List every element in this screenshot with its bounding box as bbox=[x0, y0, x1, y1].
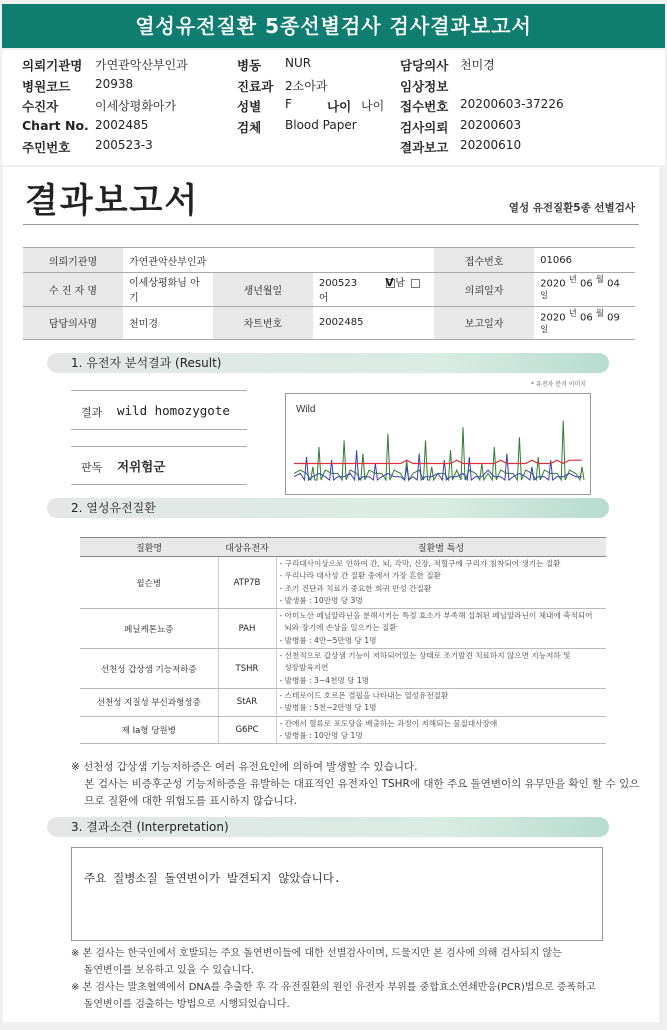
label-chart-no: Chart No. bbox=[22, 118, 89, 133]
value-chart-no: 2002485 bbox=[95, 118, 149, 132]
label-sex: 성별 bbox=[237, 99, 262, 114]
feature-line: 뇌와 장기에 손상을 일으키는 질환 bbox=[279, 623, 397, 633]
judgement-label: 판독 bbox=[81, 461, 103, 474]
value-request-date: 20200603 bbox=[460, 118, 522, 132]
female-label: 어 bbox=[318, 293, 329, 305]
report-sheet bbox=[3, 167, 659, 1022]
feature-line: - 스테로이드 호르몬 결핍을 나타내는 열성유전질환 bbox=[279, 690, 449, 700]
feature-line: - 간에서 혈류로 포도당을 배출하는 과정이 저해되는 물질대사장애 bbox=[279, 718, 498, 728]
value-sex: F bbox=[285, 97, 292, 111]
institution-label: 의뢰기관명 bbox=[23, 248, 123, 273]
institution-value: 가연관악산부인과 bbox=[123, 248, 434, 273]
feature-line: - 아미노산 페닐알라닌을 분해시키는 특정 효소가 부족해 섭취된 페닐알라닌이 체내에 축적되어 bbox=[279, 611, 593, 621]
patient-table bbox=[23, 247, 635, 340]
report-day: 09 bbox=[607, 311, 620, 323]
label-department: 진료과 bbox=[237, 79, 274, 94]
disease-features bbox=[276, 716, 606, 744]
name-label: 수 진 자 명 bbox=[23, 273, 123, 307]
male-check-mark: V bbox=[385, 276, 394, 290]
title-divider bbox=[23, 224, 639, 225]
report-date-label: 보고일자 bbox=[434, 306, 534, 340]
label-age: 나이 bbox=[327, 99, 352, 114]
value-department: 2소아과 bbox=[285, 79, 328, 93]
request-day: 04 bbox=[607, 278, 620, 290]
value-report-date: 20200610 bbox=[460, 138, 522, 152]
feature-line: - 조기 진단과 치료가 중요한 희귀 만성 간질환 bbox=[279, 583, 432, 593]
feature-line: - 발병률 : 5천~2만명 당 1명 bbox=[279, 703, 377, 713]
value-receipt-no: 20200603-37226 bbox=[460, 97, 564, 111]
label-request-date: 검사의뢰 bbox=[400, 120, 449, 135]
label-doctor: 담당의사 bbox=[400, 58, 449, 73]
section3-header: 3. 결과소견 (Interpretation) bbox=[47, 817, 609, 837]
disease-features bbox=[276, 557, 606, 609]
unit-year: 년 bbox=[568, 274, 577, 284]
unit-year: 년 bbox=[568, 307, 577, 318]
unit-month: 월 bbox=[595, 274, 604, 284]
label-receipt-no: 접수번호 bbox=[400, 99, 449, 114]
male-label: 남 bbox=[395, 278, 405, 290]
value-institution: 가연관악산부인과 bbox=[95, 58, 188, 72]
target-gene: G6PC bbox=[218, 716, 276, 744]
feature-line: - 구리대사이상으로 인하여 간, 뇌, 각막, 신장, 적혈구에 구리가 침착되어 생기는 질환 bbox=[279, 559, 561, 568]
disease-name: 윌슨병 bbox=[80, 557, 218, 609]
section3-notes bbox=[71, 945, 596, 1013]
section1-header: 1. 유전자 분석결과 (Result) bbox=[47, 353, 609, 373]
label-report-date: 결과보고 bbox=[400, 140, 449, 155]
report-year: 2020 bbox=[540, 311, 566, 323]
disease-features bbox=[276, 688, 606, 716]
disease-name: 페닐케톤뇨증 bbox=[80, 609, 218, 649]
disease-row bbox=[80, 716, 606, 744]
female-checkbox[interactable] bbox=[411, 279, 420, 288]
header-info bbox=[2, 50, 665, 165]
feature-line: - 우리나라 대사성 간 질환 중에서 가장 흔한 질환 bbox=[279, 571, 441, 581]
feature-line: - 발병률 : 3~4천명 당 1명 bbox=[279, 675, 370, 685]
target-gene: StAR bbox=[218, 688, 276, 716]
birth-label: 생년월일 bbox=[213, 273, 313, 307]
value-specimen: Blood Paper bbox=[285, 118, 357, 132]
result-label: 결과 bbox=[81, 406, 103, 419]
target-gene: ATP7B bbox=[218, 557, 276, 609]
result-rule-top bbox=[71, 390, 247, 391]
disease-features bbox=[276, 649, 606, 689]
value-hospital-code: 20938 bbox=[95, 77, 134, 91]
result-rule-mid bbox=[71, 429, 247, 430]
label-ward: 병동 bbox=[237, 58, 262, 73]
image-note: * 유전자 분석 이미지 bbox=[531, 381, 587, 388]
col-header-disease: 질환명 bbox=[80, 538, 218, 557]
judgement-value: 저위험군 bbox=[117, 459, 166, 474]
report-month: 06 bbox=[580, 311, 593, 323]
name-value: 이세상평화님 아기 bbox=[123, 273, 213, 307]
note-line: 본 검사는 비증후군성 기능저하증을 유발하는 대표적인 유전자인 TSHR에 대한 주요 돌연변이의 유무만을 확인 할 수 있으 bbox=[71, 778, 640, 790]
unit-day: 일 bbox=[540, 290, 549, 301]
label-patient: 수진자 bbox=[22, 99, 59, 114]
feature-line: - 발병률 : 10만명 당 1명 bbox=[279, 730, 363, 740]
chart-label: 차트번호 bbox=[213, 306, 313, 340]
note-line: ※ 본 검사는 한국인에서 호발되는 주요 돌연변이들에 대한 선별검사이며, 드물지만 본 검사에 의해 검사되지 않는 bbox=[71, 948, 562, 959]
disease-table bbox=[80, 537, 606, 744]
disease-row bbox=[80, 557, 606, 609]
section2-notes bbox=[71, 759, 639, 810]
note-line: 돌연변이를 검출하는 방법으로 시행되었습니다. bbox=[71, 999, 290, 1010]
chart-label: Wild bbox=[296, 404, 316, 415]
interpretation-text: 주요 질병소질 돌연변이가 발견되지 않았습니다. bbox=[84, 871, 341, 885]
feature-line: - 발생률 : 10만명 당 3명 bbox=[279, 595, 363, 605]
gene-chart bbox=[285, 393, 591, 495]
target-gene: TSHR bbox=[218, 649, 276, 689]
report-banner: 열성유전질환 5종선별검사 검사결과보고서 bbox=[2, 4, 665, 48]
target-gene: PAH bbox=[218, 609, 276, 649]
value-resident-no: 200523-3 bbox=[95, 138, 153, 152]
col-header-features: 질환별 특성 bbox=[276, 538, 606, 557]
feature-line: - 선천적으로 갑상샘 기능이 저하되어있는 상태로 조기발견 치료하지 않으면 지능저하 및 bbox=[279, 651, 571, 661]
chart-value: 2002485 bbox=[313, 306, 434, 340]
unit-month: 월 bbox=[595, 307, 604, 318]
value-patient: 이세상평화아가 bbox=[95, 99, 177, 113]
receipt-label: 접수번호 bbox=[434, 248, 534, 273]
disease-row bbox=[80, 609, 606, 649]
disease-features bbox=[276, 609, 606, 649]
disease-name: 선천성 갑상샘 기능저하증 bbox=[80, 649, 218, 689]
note-line: 돌연변이를 보유하고 있을 수 있습니다. bbox=[71, 965, 255, 976]
disease-row bbox=[80, 649, 606, 689]
label-clinical-info: 임상정보 bbox=[400, 79, 449, 94]
label-resident-no: 주민번호 bbox=[22, 140, 71, 155]
chart-svg bbox=[286, 394, 590, 494]
request-date-label: 의뢰일자 bbox=[434, 273, 534, 307]
note-line: 므로 질환에 대한 위험도를 표시하지 않습니다. bbox=[71, 795, 298, 807]
receipt-value: 01066 bbox=[534, 248, 635, 273]
result-value: wild homozygote bbox=[117, 403, 230, 418]
section2-header: 2. 열성유전질환 bbox=[47, 498, 609, 518]
col-header-gene: 대상유전자 bbox=[218, 538, 276, 557]
report-title: 결과보고서 bbox=[25, 181, 200, 221]
label-hospital-code: 병원코드 bbox=[22, 79, 71, 94]
value-doctor: 천미경 bbox=[460, 58, 495, 72]
disease-row bbox=[80, 688, 606, 716]
doctor-value: 천미경 bbox=[123, 306, 213, 340]
request-year: 2020 bbox=[540, 278, 566, 290]
value-ward: NUR bbox=[285, 56, 312, 70]
report-date-cell bbox=[534, 306, 635, 340]
birth-cell bbox=[313, 273, 434, 307]
disease-name: 제 Ia형 당원병 bbox=[80, 716, 218, 744]
request-date-cell bbox=[534, 273, 635, 307]
birth-value: 200523 bbox=[318, 278, 358, 290]
request-month: 06 bbox=[580, 278, 593, 290]
value-age: 나이 bbox=[361, 99, 385, 113]
report-subtitle: 열성 유전질환5종 선별검사 bbox=[508, 202, 635, 214]
disease-name: 선천성 지질성 부신과형성증 bbox=[80, 688, 218, 716]
interpretation-box bbox=[71, 847, 603, 941]
label-institution: 의뢰기관명 bbox=[22, 58, 83, 73]
doctor-label: 담당의사명 bbox=[23, 306, 123, 340]
unit-day: 일 bbox=[540, 323, 549, 334]
chart-series-line-1 bbox=[294, 421, 584, 480]
feature-line: 성장발육지연 bbox=[279, 663, 329, 673]
note-line: ※ 선천성 갑상샘 기능저하증은 여러 유전요인에 의하여 발생할 수 있습니다. bbox=[71, 761, 418, 773]
label-specimen: 검체 bbox=[237, 120, 262, 135]
feature-line: - 발병률 : 4만~5만명 당 1명 bbox=[279, 635, 377, 645]
judgement-rule-bottom bbox=[71, 484, 247, 485]
judgement-rule-top bbox=[71, 446, 247, 447]
note-line: ※ 본 검사는 말초혈액에서 DNA를 추출한 후 각 유전질환의 원인 유전자 부위를 중합효소연쇄반응(PCR)법으로 증폭하고 bbox=[71, 982, 596, 993]
